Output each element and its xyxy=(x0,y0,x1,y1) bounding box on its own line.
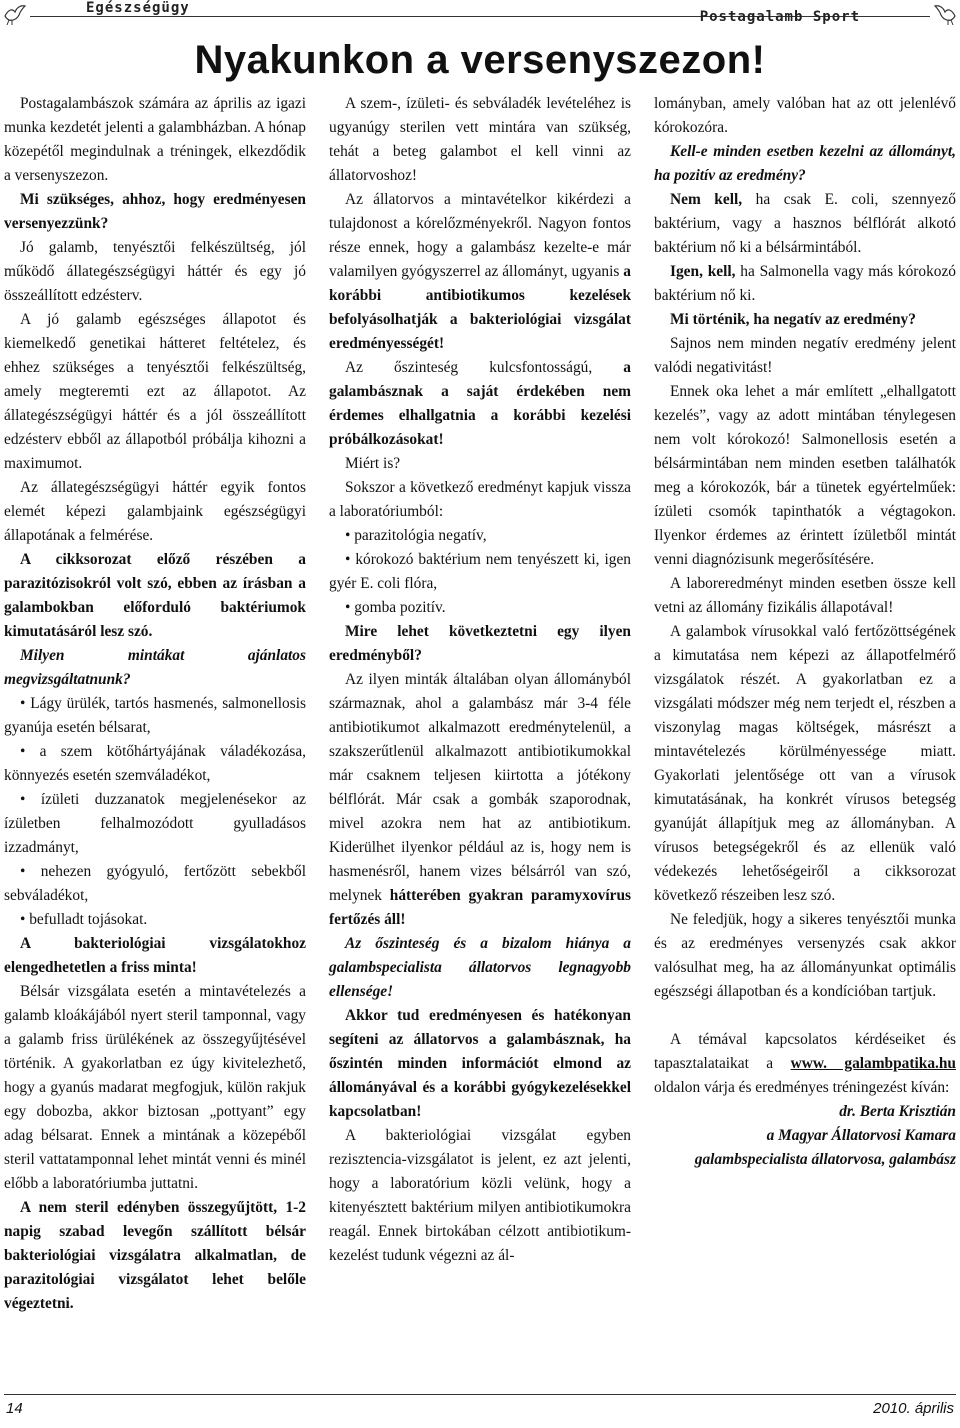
paragraph xyxy=(654,188,956,260)
article-column-2 xyxy=(329,92,631,1268)
paragraph xyxy=(654,1028,956,1100)
paragraph: Az állategészségügyi háttér egyik fontos elemét képezi galambjaink egészségügyi állapotának a felmérése. xyxy=(4,479,306,544)
paragraph: Jó galamb, tenyésztői felkészültség, jól működő állategészségügyi háttér és egy jó összeállított edzésterv. xyxy=(4,239,306,304)
paragraph: Miért is? xyxy=(345,455,401,472)
bold-paragraph: A bakteriológiai vizsgálatokhoz elengedhetetlen a friss minta! xyxy=(4,935,306,976)
paragraph: A galambok vírusokkal való fertőzöttségének a kimutatása nem képezi az állapotfelmérő vizsgálatok részét. A gyakorlatban ez a vizsgálati módszer még nem terjedt el, részben a viszonylag magas költségek, másrészt a mintavételezés körülményessége miatt. Gyakorlati jelentősége ott van a vírusok kimutatásának, ha konkrét vírusos betegség gyanúját állapítjuk meg az állományban. A vírusos betegségekről és az ellenük való védekezés lehetőségeiről a cikksorozat következő részeiben lesz szó. xyxy=(654,623,956,904)
paragraph: Postagalambászok számára az április az igazi munka kezdetét jelenti a galambházban. A hónap közepétől megindulnak a tréningek, elkezdődik a versenyszezon. xyxy=(4,95,306,184)
list-item: • nehezen gyógyuló, fertőzött sebekből sebváladékot, xyxy=(4,863,306,904)
list-item: • befulladt tojásokat. xyxy=(20,911,148,928)
list-item: • kórokozó baktérium nem tenyészett ki, igen gyér E. coli flóra, xyxy=(329,551,631,592)
paragraph xyxy=(329,356,631,452)
author-name: dr. Berta Krisztián xyxy=(839,1103,956,1120)
paragraph xyxy=(329,668,631,932)
bold-phrase: Igen, kell, xyxy=(670,263,736,280)
paragraph: A jó galamb egészséges állapotot és kiemelkedő genetikai hátteret feltételez, és ehhez szükséges a tenyésztői felkészültség, amely megteremti ezt az állapotot. Az állategészségügyi háttér és a jól összeállított edzésterv ebből az állapotból próbálja kihozni a maximumot. xyxy=(4,311,306,472)
bold-italic-paragraph: Az őszinteség és a bizalom hiánya a galambspecialista állatorvos legnagyobb ellensége! xyxy=(329,935,631,1000)
bold-phrase: a korábbi antibiotikumos kezelések befolyásolhatják a bakteriológiai vizsgálat eredményességét! xyxy=(329,263,631,352)
paragraph xyxy=(329,188,631,356)
list-item: • ízületi duzzanatok megjelenésekor az ízületben felhalmozódott gyulladásos izzadmányt, xyxy=(4,791,306,856)
paragraph-text: ha Salmonella vagy más kórokozó baktérium nő ki. xyxy=(654,263,956,304)
paragraph-text: Az őszinteség kulcsfontosságú, xyxy=(345,359,593,376)
subheading: Mi történik, ha negatív az eredmény? xyxy=(670,311,916,328)
bold-phrase: Nem kell, xyxy=(670,191,743,208)
bold-paragraph: Akkor tud eredményesen és hatékonyan segíteni az állatorvos a galambásznak, ha őszintén minden információt elmond az állományával és a korábbi gyógykezelésekkel kapcsolatban! xyxy=(329,1007,631,1120)
list-item: • gomba pozitív. xyxy=(345,599,446,616)
paragraph: Bélsár vizsgálata esetén a mintavételezés a galamb kloákájából nyert steril tamponnal, vagy a galamb friss ürülékének az összegyűjtésével történik. A gyakorlatban ez úgy kivitelezhető, hogy a gyanús madarat megfogjuk, külön rakjuk egy dobozba, akkor biztosan „pottyant” egy adag bélsarat. Ennek a mintának a közepéből steril vattatamponnal lehet mintát venni és minél előbb a laboratóriumba juttatni. xyxy=(4,983,306,1192)
section-label-health: Egészségügy xyxy=(86,0,190,16)
paragraph xyxy=(654,260,956,308)
footer-rule xyxy=(4,1394,956,1395)
dove-icon xyxy=(932,2,958,28)
magazine-name: Postagalamb Sport xyxy=(699,9,860,25)
bold-paragraph: A nem steril edényben összegyűjtött, 1-2 napig szabad levegőn szállított bélsár bakteriológiai vizsgálatra alkalmatlan, de parazitológiai vizsgálatot lehet belőle végeztetni. xyxy=(4,1199,306,1312)
paragraph: Ne feledjük, hogy a sikeres tenyésztői munka és az eredményes versenyzés csak akkor valósulhat meg, ha az állományunkat optimális egészségi állapotban és a kondícióban tartjuk. xyxy=(654,911,956,1000)
article-column-3 xyxy=(654,92,956,1172)
paragraph-text: Az ilyen minták általában olyan állományból származnak, ahol a galambász már 3-4 féle antibiotikumot alkalmazott eredménytelenül, a szakszerűtlenül alkalmazott antibiotikumokkal már csaknem teljesen kiirtotta a jótékony bélflórát. Már csak a gombák szaporodnak, mivel azokra nem hat az antibiotikum. Kiderülhet ilyenkor például az is, hogy nem is hasmenésről, hanem vizes bélsárról van szó, melynek xyxy=(329,671,631,904)
issue-date: 2010. április xyxy=(873,1400,954,1417)
author-title: a Magyar Állatorvosi Kamara galambspecialista állatorvosa, galambász xyxy=(694,1127,956,1168)
subheading: Mi szükséges, ahhoz, hogy eredményesen versenyezzünk? xyxy=(4,191,306,232)
bold-phrase: hátterében gyakran paramyxovírus fertőzés áll! xyxy=(329,887,631,928)
list-item: • Lágy ürülék, tartós hasmenés, salmonellosis gyanúja esetén bélsarat, xyxy=(4,695,306,736)
page-number: 14 xyxy=(6,1400,23,1417)
website-link[interactable]: www. galambpatika.hu xyxy=(790,1055,956,1072)
paragraph: A bakteriológiai vizsgálat egyben rezisztencia-vizsgálatot is jelent, ez azt jelenti, hogy a laboratórium közli velünk, hogy a kitenyésztett baktérium milyen antibiotikumokra reagál. Ennek birtokában célzott antibiotikum-kezelést tudunk végezni az ál- xyxy=(329,1127,631,1264)
paragraph: Sokszor a következő eredményt kapjuk vissza a laboratóriumból: xyxy=(329,479,631,520)
paragraph: A szem-, ízületi- és sebváladék levételéhez is ugyanúgy sterilen vett mintára van szükség, tehát a beteg galambot el kell vinni az állatorvoshoz! xyxy=(329,95,631,184)
spacer xyxy=(654,1004,956,1028)
subheading: Kell-e minden esetben kezelni az állományt, ha pozitív az eredmény? xyxy=(654,143,956,184)
subheading: Milyen mintákat ajánlatos megvizsgáltatnunk? xyxy=(4,647,306,688)
list-item: • a szem kötőhártyájának váladékozása, könnyezés esetén szemváladékot, xyxy=(4,743,306,784)
paragraph: A laboreredményt minden esetben össze kell vetni az állomány fizikális állapotával! xyxy=(654,575,956,616)
paragraph: Ennek oka lehet a már említett „elhallgatott kezelés”, vagy az adott mintában ténylegesen nem volt kórokozó! Salmonellosis esetén a bélsármintában nem minden esetben találhatók meg a kórokozók, bár a tünetek egyértelműek: ízületi csomók tapinthatók a végtagokon. Ilyenkor érdemes az érintett ízületből mintát venni diagnózisunk megerősítésére. xyxy=(654,383,956,568)
paragraph-text: ha csak E. coli, szennyező baktérium, vagy a hasznos bélflórát alkotó baktérium nő ki a bélsármintából. xyxy=(654,191,956,256)
dove-icon xyxy=(2,2,28,28)
paragraph: lományban, amely valóban hat az ott jelenlévő kórokozóra. xyxy=(654,95,956,136)
list-item: • parazitológia negatív, xyxy=(345,527,487,544)
paragraph-text: A témával kapcsolatos kérdéseiket és tapasztalataikat a xyxy=(654,1031,956,1072)
paragraph-text: Az állatorvos a mintavételkor kikérdezi a tulajdonost a kórelőzményekről. Nagyon fontos része ennek, hogy a galambász kezelte-e már valamilyen gyógyszerrel az állományt, ugyanis xyxy=(329,191,631,280)
article-title: Nyakunkon a versenyszezon! xyxy=(194,38,766,82)
paragraph: Sajnos nem minden negatív eredmény jelent valódi negativitást! xyxy=(654,335,956,376)
article-column-1 xyxy=(4,92,306,1316)
bold-phrase: a galambásznak a saját érdekében nem érdemes elhallgatnia a korábbi kezelési próbálkozásokat! xyxy=(329,359,631,448)
subheading: Mire lehet következtetni egy ilyen eredményből? xyxy=(329,623,631,664)
paragraph-text: oldalon várja és eredményes tréningezést kíván: xyxy=(654,1079,950,1096)
bold-paragraph: A cikksorozat előző részében a parazitózisokról volt szó, ebben az írásban a galambokban előforduló baktériumok kimutatásáról lesz szó. xyxy=(4,551,306,640)
